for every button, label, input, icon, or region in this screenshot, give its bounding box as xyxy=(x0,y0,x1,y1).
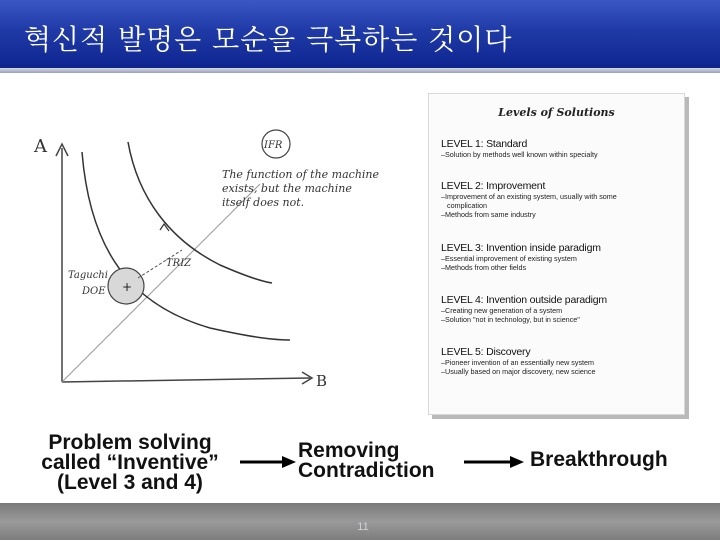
ifr-note-line-1: The function of the machine xyxy=(222,168,380,181)
x-axis-label: B xyxy=(316,372,328,390)
contradiction-sketch xyxy=(10,100,420,400)
diagonal-line xyxy=(62,184,260,382)
flow-step-line: Contradiction xyxy=(298,459,435,482)
title-bar xyxy=(0,0,720,68)
footer-bar xyxy=(0,503,720,540)
levels-title: Levels of Solutions xyxy=(498,106,615,119)
taguchi-label: Taguchi xyxy=(68,270,108,281)
ifr-label: IFR xyxy=(264,140,283,151)
level-heading: LEVEL 2: Improvement xyxy=(441,180,546,192)
flow-step-line: called “Inventive” xyxy=(41,451,219,474)
level-detail: –Methods from other fields xyxy=(441,263,527,272)
level-detail: –Creating new generation of a system xyxy=(441,306,563,315)
level-detail: –Solution "not in technology, but in science" xyxy=(441,315,580,324)
right-arrow-icon xyxy=(240,455,296,469)
level-1 xyxy=(441,138,677,159)
triz-label: TRIZ xyxy=(166,258,192,269)
level-5 xyxy=(441,346,677,376)
level-3 xyxy=(441,242,677,272)
flow-step-line: Problem solving xyxy=(48,431,212,454)
level-2 xyxy=(441,180,677,219)
levels-of-solutions-panel xyxy=(428,93,685,415)
level-heading: LEVEL 5: Discovery xyxy=(441,346,531,358)
level-heading: LEVEL 3: Invention inside paradigm xyxy=(441,242,601,254)
flow-step-line: Removing xyxy=(298,439,400,462)
slide-title: 혁신적 발명은 모순을 극복하는 것이다 xyxy=(24,23,513,56)
title-divider xyxy=(0,68,720,73)
doe-label: DOE xyxy=(82,286,106,297)
level-detail: –Improvement of an existing system, usually with some xyxy=(441,192,617,201)
x-axis xyxy=(62,378,310,382)
ifr-note-line-2: exists, but the machine xyxy=(222,182,352,195)
page-number: 11 xyxy=(357,521,369,533)
ifr-note-line-3: itself does not. xyxy=(222,196,305,209)
right-arrow-icon xyxy=(464,455,524,469)
level-detail: complication xyxy=(447,201,487,210)
taguchi-point: + xyxy=(122,280,133,294)
level-detail: –Solution by methods well known within specialty xyxy=(441,150,598,159)
level-heading: LEVEL 1: Standard xyxy=(441,138,528,150)
level-detail: –Methods from same industry xyxy=(441,210,536,219)
flow-step-line: (Level 3 and 4) xyxy=(57,471,203,494)
flow-step-inventive xyxy=(22,433,238,493)
level-heading: LEVEL 4: Invention outside paradigm xyxy=(441,294,607,306)
level-detail: –Essential improvement of existing system xyxy=(441,254,577,263)
level-detail: –Usually based on major discovery, new science xyxy=(441,367,596,376)
level-4 xyxy=(441,294,677,324)
outer-curve xyxy=(128,142,272,283)
flow-step-breakthrough: Breakthrough xyxy=(530,448,668,471)
y-axis-label: A xyxy=(34,136,47,157)
level-detail: –Pioneer invention of an essentially new system xyxy=(441,358,595,367)
flow-step-contradiction xyxy=(298,441,468,481)
